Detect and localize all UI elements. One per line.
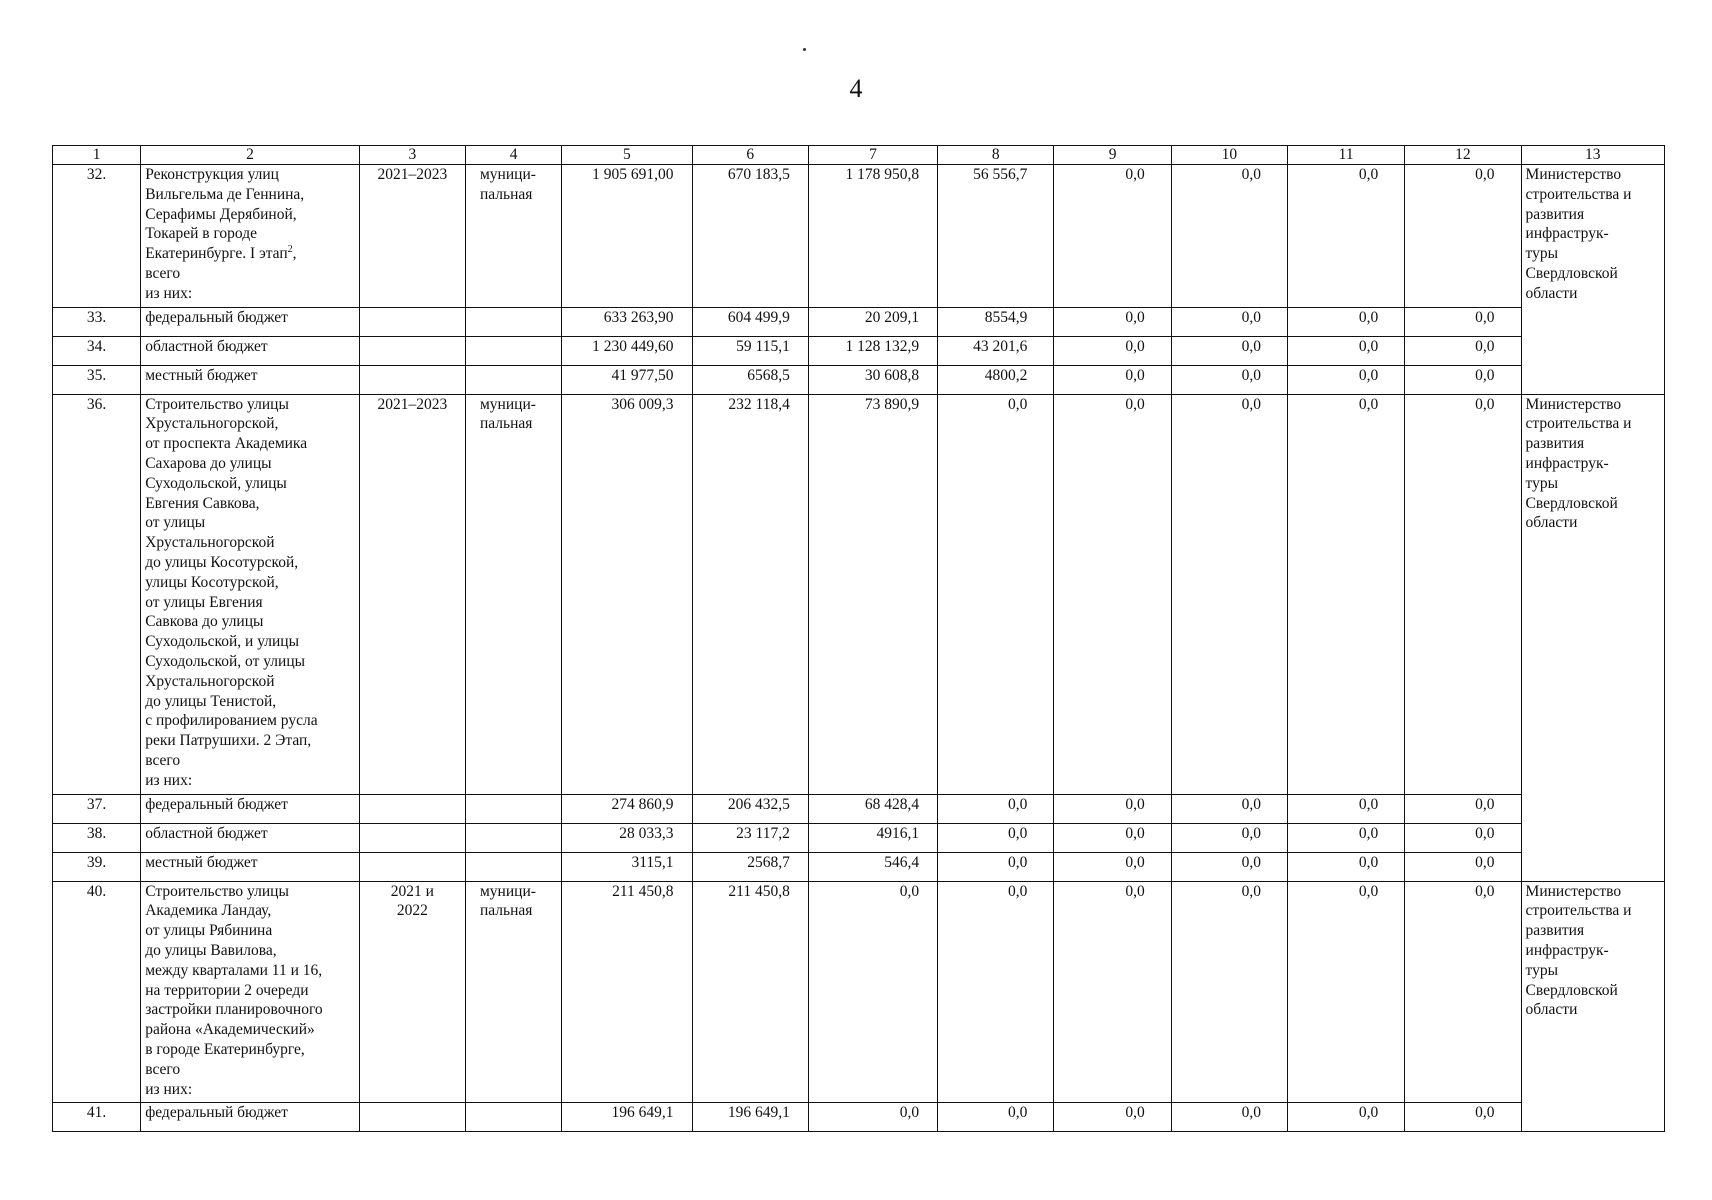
amount-cell: 211 450,8 bbox=[692, 881, 808, 1103]
project-name-line: Хрустальногорской bbox=[145, 534, 275, 552]
amount-cell: 1 230 449,60 bbox=[562, 336, 692, 365]
amount-cell: 306 009,3 bbox=[562, 394, 692, 794]
amount-cell: 0,0 bbox=[938, 394, 1054, 794]
project-name-line: Строительство улицы bbox=[145, 395, 289, 413]
amount-cell: 0,0 bbox=[1287, 881, 1404, 1103]
column-header: 2 bbox=[141, 146, 360, 165]
table-row-budget bbox=[53, 365, 1665, 394]
row-index: 37. bbox=[53, 794, 141, 823]
column-header: 5 bbox=[562, 146, 692, 165]
project-name bbox=[141, 881, 360, 1103]
project-name-line: от улицы Рябинина bbox=[145, 922, 273, 940]
amount-cell: 0,0 bbox=[1287, 307, 1404, 336]
table-row-budget bbox=[53, 336, 1665, 365]
budget-source: областной бюджет bbox=[141, 823, 360, 852]
table-row-budget bbox=[53, 852, 1665, 881]
column-number-row bbox=[53, 146, 1665, 165]
amount-cell: 0,0 bbox=[1287, 823, 1404, 852]
project-name-line: Савкова до улицы bbox=[145, 613, 264, 631]
amount-cell: 0,0 bbox=[1405, 1103, 1521, 1132]
column-header: 3 bbox=[359, 146, 465, 165]
page-number: 4 bbox=[849, 74, 863, 103]
column-header: 9 bbox=[1054, 146, 1171, 165]
ownership-type: муници- пальная bbox=[466, 394, 562, 794]
amount-cell: 1 178 950,8 bbox=[808, 165, 937, 308]
project-name-line: из них: bbox=[145, 771, 193, 789]
amount-cell: 0,0 bbox=[1054, 307, 1171, 336]
budget-source: местный бюджет bbox=[141, 365, 360, 394]
budget-table bbox=[52, 145, 1665, 1132]
amount-cell: 546,4 bbox=[808, 852, 937, 881]
project-name-line: до улицы Вавилова, bbox=[145, 941, 277, 959]
column-header: 6 bbox=[692, 146, 808, 165]
amount-cell: 56 556,7 bbox=[938, 165, 1054, 308]
amount-cell: 0,0 bbox=[1171, 394, 1287, 794]
amount-cell: 0,0 bbox=[808, 1103, 937, 1132]
amount-cell: 0,0 bbox=[1405, 165, 1521, 308]
amount-cell: 0,0 bbox=[1171, 307, 1287, 336]
project-name-line: из них: bbox=[145, 284, 193, 302]
amount-cell: 0,0 bbox=[1054, 336, 1171, 365]
empty-cell bbox=[359, 794, 465, 823]
project-name-line: Суходольской, от улицы bbox=[145, 652, 306, 670]
project-name-line: Евгения Савкова, bbox=[145, 494, 260, 512]
amount-cell: 43 201,6 bbox=[938, 336, 1054, 365]
empty-cell bbox=[466, 307, 562, 336]
empty-cell bbox=[359, 336, 465, 365]
project-name-line: улицы Косотурской, bbox=[145, 573, 279, 591]
amount-cell: 633 263,90 bbox=[562, 307, 692, 336]
empty-cell bbox=[359, 307, 465, 336]
amount-cell: 0,0 bbox=[1287, 852, 1404, 881]
column-header: 10 bbox=[1171, 146, 1287, 165]
project-name-line: на территории 2 очереди bbox=[145, 981, 309, 999]
amount-cell: 274 860,9 bbox=[562, 794, 692, 823]
amount-cell: 0,0 bbox=[938, 794, 1054, 823]
project-name-line: от улицы bbox=[145, 514, 206, 532]
project-name-line: Хрустальногорской bbox=[145, 672, 275, 690]
amount-cell: 30 608,8 bbox=[808, 365, 937, 394]
amount-cell: 0,0 bbox=[1054, 794, 1171, 823]
project-name-line: всего bbox=[145, 751, 181, 769]
amount-cell: 0,0 bbox=[1054, 1103, 1171, 1132]
amount-cell: 4800,2 bbox=[938, 365, 1054, 394]
table-row-total bbox=[53, 165, 1665, 308]
responsible-body: Министерство строительства и развития инфраструк- туры Свердловской области bbox=[1521, 165, 1664, 395]
project-name-line: Строительство улицы bbox=[145, 882, 289, 900]
budget-source: федеральный бюджет bbox=[141, 1103, 360, 1132]
project-name-line: с профилированием русла bbox=[145, 712, 318, 730]
column-header: 8 bbox=[938, 146, 1054, 165]
amount-cell: 0,0 bbox=[1171, 165, 1287, 308]
amount-cell: 0,0 bbox=[1054, 852, 1171, 881]
project-name-line: всего bbox=[145, 1060, 181, 1078]
project-name-line: Серафимы Дерябиной, bbox=[145, 205, 297, 223]
amount-cell: 8554,9 bbox=[938, 307, 1054, 336]
empty-cell bbox=[466, 1103, 562, 1132]
project-name-line: реки Патрушихи. 2 Этап, bbox=[145, 732, 312, 750]
empty-cell bbox=[359, 823, 465, 852]
amount-cell: 2568,7 bbox=[692, 852, 808, 881]
table-row-budget bbox=[53, 1103, 1665, 1132]
empty-cell bbox=[466, 852, 562, 881]
amount-cell: 0,0 bbox=[1171, 794, 1287, 823]
table-row-budget bbox=[53, 307, 1665, 336]
project-name-line: Хрустальногорской, bbox=[145, 415, 279, 433]
column-header: 11 bbox=[1287, 146, 1404, 165]
empty-cell bbox=[359, 852, 465, 881]
row-index: 38. bbox=[53, 823, 141, 852]
budget-source: местный бюджет bbox=[141, 852, 360, 881]
amount-cell: 0,0 bbox=[808, 881, 937, 1103]
project-name-line: из них: bbox=[145, 1080, 193, 1098]
empty-cell bbox=[466, 794, 562, 823]
amount-cell: 232 118,4 bbox=[692, 394, 808, 794]
amount-cell: 0,0 bbox=[1405, 823, 1521, 852]
amount-cell: 196 649,1 bbox=[562, 1103, 692, 1132]
amount-cell: 0,0 bbox=[1405, 365, 1521, 394]
row-index: 40. bbox=[53, 881, 141, 1103]
amount-cell: 211 450,8 bbox=[562, 881, 692, 1103]
amount-cell: 28 033,3 bbox=[562, 823, 692, 852]
project-name-line: Суходольской, и улицы bbox=[145, 633, 300, 651]
empty-cell bbox=[466, 365, 562, 394]
amount-cell: 604 499,9 bbox=[692, 307, 808, 336]
amount-cell: 0,0 bbox=[938, 823, 1054, 852]
project-name-line: Вильгельма де Геннина, bbox=[145, 185, 305, 203]
responsible-body: Министерство строительства и развития инфраструк- туры Свердловской области bbox=[1521, 394, 1664, 881]
column-header: 13 bbox=[1521, 146, 1664, 165]
footnote-mark: 2 bbox=[287, 244, 293, 256]
amount-cell: 73 890,9 bbox=[808, 394, 937, 794]
budget-source: областной бюджет bbox=[141, 336, 360, 365]
amount-cell: 4916,1 bbox=[808, 823, 937, 852]
years-cell: 2021–2023 bbox=[359, 165, 465, 308]
amount-cell: 670 183,5 bbox=[692, 165, 808, 308]
project-name-line: до улицы Косотурской, bbox=[145, 553, 299, 571]
table-row-total bbox=[53, 394, 1665, 794]
amount-cell: 0,0 bbox=[1054, 365, 1171, 394]
amount-cell: 0,0 bbox=[1171, 881, 1287, 1103]
amount-cell: 23 117,2 bbox=[692, 823, 808, 852]
column-header: 7 bbox=[808, 146, 937, 165]
amount-cell: 59 115,1 bbox=[692, 336, 808, 365]
table-row-total bbox=[53, 881, 1665, 1103]
amount-cell: 3115,1 bbox=[562, 852, 692, 881]
project-name-line: Академика Ландау, bbox=[145, 902, 272, 920]
project-name-line: Суходольской, улицы bbox=[145, 474, 287, 492]
project-name-line: между кварталами 11 и 16, bbox=[145, 961, 323, 979]
amount-cell: 0,0 bbox=[1054, 881, 1171, 1103]
amount-cell: 0,0 bbox=[1054, 394, 1171, 794]
amount-cell: 0,0 bbox=[1405, 394, 1521, 794]
scan-speck bbox=[803, 48, 806, 51]
amount-cell: 0,0 bbox=[1287, 336, 1404, 365]
project-name-line: в городе Екатеринбурге, bbox=[145, 1040, 305, 1058]
column-header: 12 bbox=[1405, 146, 1521, 165]
amount-cell: 0,0 bbox=[1171, 365, 1287, 394]
empty-cell bbox=[466, 823, 562, 852]
amount-cell: 0,0 bbox=[1287, 794, 1404, 823]
ownership-type: муници- пальная bbox=[466, 881, 562, 1103]
amount-cell: 0,0 bbox=[1287, 394, 1404, 794]
column-header: 4 bbox=[466, 146, 562, 165]
amount-cell: 0,0 bbox=[1171, 823, 1287, 852]
project-name-line: до улицы Тенистой, bbox=[145, 692, 277, 710]
project-name bbox=[141, 165, 360, 308]
amount-cell: 0,0 bbox=[1287, 165, 1404, 308]
project-name bbox=[141, 394, 360, 794]
project-name-line: района «Академический» bbox=[145, 1021, 315, 1039]
project-name-line: Токарей в городе bbox=[145, 225, 257, 243]
amount-cell: 0,0 bbox=[1054, 165, 1171, 308]
row-index: 36. bbox=[53, 394, 141, 794]
project-name-line: застройки планировочного bbox=[145, 1001, 323, 1019]
row-index: 41. bbox=[53, 1103, 141, 1132]
project-name-line: от улицы Евгения bbox=[145, 593, 263, 611]
amount-cell: 0,0 bbox=[1054, 823, 1171, 852]
table-row-budget bbox=[53, 823, 1665, 852]
empty-cell bbox=[359, 365, 465, 394]
project-name-line: Сахарова до улицы bbox=[145, 454, 272, 472]
project-name-line: Екатеринбурге. I этап$^2$, bbox=[145, 244, 297, 263]
amount-cell: 0,0 bbox=[1287, 1103, 1404, 1132]
amount-cell: 0,0 bbox=[1287, 365, 1404, 394]
amount-cell: 0,0 bbox=[1405, 794, 1521, 823]
amount-cell: 196 649,1 bbox=[692, 1103, 808, 1132]
budget-source: федеральный бюджет bbox=[141, 307, 360, 336]
table-body bbox=[53, 165, 1665, 1132]
amount-cell: 1 905 691,00 bbox=[562, 165, 692, 308]
amount-cell: 1 128 132,9 bbox=[808, 336, 937, 365]
project-name-line: Реконструкция улиц bbox=[145, 166, 279, 183]
amount-cell: 0,0 bbox=[1171, 1103, 1287, 1132]
row-index: 35. bbox=[53, 365, 141, 394]
amount-cell: 0,0 bbox=[938, 1103, 1054, 1132]
row-index: 33. bbox=[53, 307, 141, 336]
empty-cell bbox=[359, 1103, 465, 1132]
amount-cell: 41 977,50 bbox=[562, 365, 692, 394]
amount-cell: 6568,5 bbox=[692, 365, 808, 394]
amount-cell: 0,0 bbox=[1405, 852, 1521, 881]
table-row-budget bbox=[53, 794, 1665, 823]
amount-cell: 0,0 bbox=[1405, 307, 1521, 336]
amount-cell: 206 432,5 bbox=[692, 794, 808, 823]
row-index: 39. bbox=[53, 852, 141, 881]
amount-cell: 0,0 bbox=[938, 881, 1054, 1103]
amount-cell: 0,0 bbox=[1171, 336, 1287, 365]
amount-cell: 0,0 bbox=[1171, 852, 1287, 881]
years-cell: 2021–2023 bbox=[359, 394, 465, 794]
row-index: 34. bbox=[53, 336, 141, 365]
responsible-body: Министерство строительства и развития инфраструк- туры Свердловской области bbox=[1521, 881, 1664, 1132]
project-name-line: от проспекта Академика bbox=[145, 435, 308, 453]
amount-cell: 68 428,4 bbox=[808, 794, 937, 823]
column-header: 1 bbox=[53, 146, 141, 165]
years-cell: 2021 и 2022 bbox=[359, 881, 465, 1103]
ownership-type: муници- пальная bbox=[466, 165, 562, 308]
empty-cell bbox=[466, 336, 562, 365]
project-name-line: всего bbox=[145, 264, 181, 282]
budget-source: федеральный бюджет bbox=[141, 794, 360, 823]
amount-cell: 20 209,1 bbox=[808, 307, 937, 336]
amount-cell: 0,0 bbox=[1405, 336, 1521, 365]
amount-cell: 0,0 bbox=[1405, 881, 1521, 1103]
amount-cell: 0,0 bbox=[938, 852, 1054, 881]
row-index: 32. bbox=[53, 165, 141, 308]
